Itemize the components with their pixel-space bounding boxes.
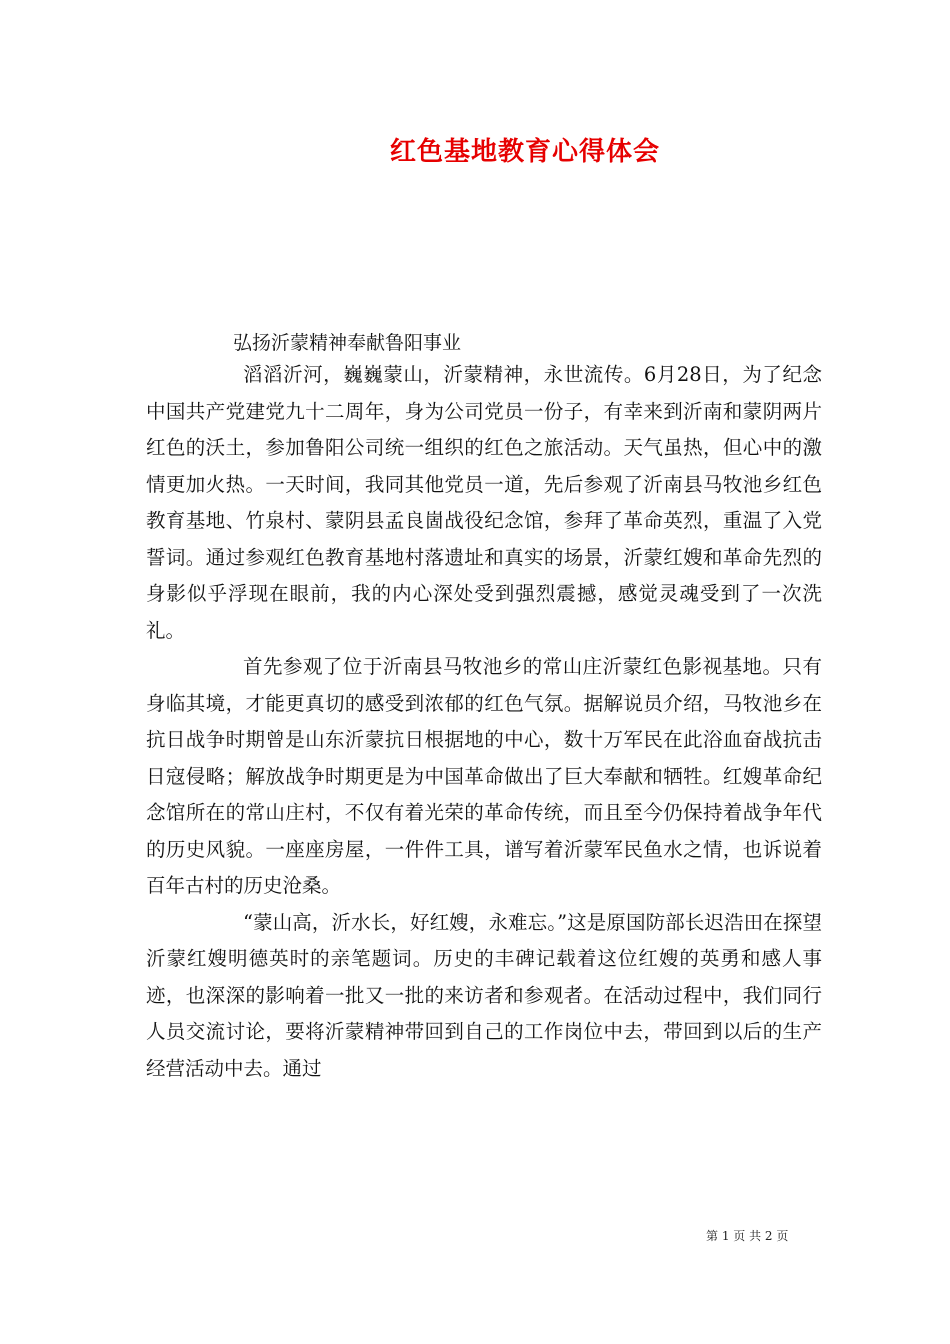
page-number-footer: 第 1 页 共 2 页 [706, 1229, 789, 1243]
paragraph-1: 滔滔沂河，巍巍蒙山，沂蒙精神，永世流传。6月28日，为了纪念中国共产党建党九十二周年，身为公司党员一份子，有幸来到沂南和蒙阴两片红色的沃土，参加鲁阳公司统一组织的红色之旅活动。天气虽热，但心中的激情更加火热。一天时间，我同其他党员一道，先后参观了沂南县马牧池乡红色教育基地、竹泉村、蒙阴县孟良崮战役纪念馆，参拜了革命英烈，重温了入党誓词。通过参观红色教育基地村落遗址和真实的场景，沂蒙红嫂和革命先烈的身影似乎浮现在眼前，我的内心深处受到强烈震撼，感觉灵魂受到了一次洗礼。 [146, 363, 822, 642]
paragraph-2: 首先参观了位于沂南县马牧池乡的常山庄沂蒙红色影视基地。只有身临其境，才能更真切的感受到浓郁的红色气氛。据解说员介绍，马牧池乡在抗日战争时期曾是山东沂蒙抗日根据地的中心，数十万军民在此浴血奋战抗击日寇侵略；解放战争时期更是为中国革命做出了巨大奉献和牺牲。红嫂革命纪念馆所在的常山庄村，不仅有着光荣的革命传统，而且至今仍保持着战争年代的历史风貌。一座座房屋，一件件工具，谱写着沂蒙军民鱼水之情，也诉说着百年古村的历史沧桑。 [146, 655, 822, 897]
document-body [146, 357, 822, 1087]
document-subtitle: 弘扬沂蒙精神奉献鲁阳事业 [233, 332, 462, 354]
paragraph-3: “蒙山高，沂水长，好红嫂，永难忘。”这是原国防部长迟浩田在探望沂蒙红嫂明德英时的亲笔题词。历史的丰碑记载着这位红嫂的英勇和感人事迹，也深深的影响着一批又一批的来访者和参观者。在活动过程中，我们同行人员交流讨论，要将沂蒙精神带回到自己的工作岗位中去，带回到以后的生产经营活动中去。通过 [146, 910, 822, 1080]
document-title: 红色基地教育心得体会 [389, 137, 660, 167]
